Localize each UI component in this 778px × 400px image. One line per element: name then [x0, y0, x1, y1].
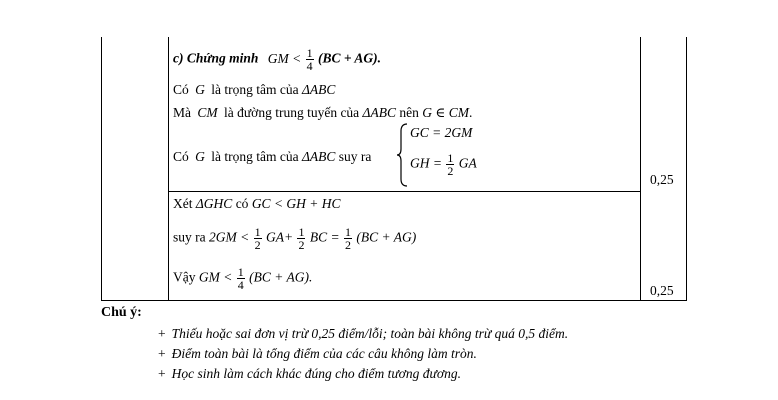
heading-math-lhs: GM < [267, 50, 302, 66]
heading-math-rhs: (BC + AG). [317, 50, 382, 66]
note-item-3: + Học sinh làm cách khác đúng cho điểm tương đương. [158, 366, 461, 381]
score-section1: 0,25 [650, 172, 674, 187]
notes-title: Chú ý: [101, 305, 142, 320]
heading-label: c) Chứng minh [173, 50, 259, 66]
section2-line3: Vậy GM < $\frac{1}{4}$ (BC + AG). [173, 265, 313, 292]
score-section2: 0,25 [650, 283, 674, 298]
section1-heading [173, 47, 381, 72]
note-item-1: + Thiếu hoặc sai đơn vị trừ 0,25 điểm/lỗi; toàn bài không trừ quá 0,5 điểm. [158, 326, 569, 341]
table-left-border [101, 37, 102, 301]
table-col-divider-right [640, 37, 641, 301]
table-bottom-border [101, 300, 687, 301]
section1-line2: Mà CM là đường trung tuyến của ΔABC nên G ∈ CM. [173, 105, 473, 120]
table-col-divider-left [168, 37, 169, 301]
section2-line1: Xét ΔGHC có GC < GH + HC [173, 196, 341, 211]
section2-line2: suy ra 2GM < $\frac{1}{2}$ GA+ $\frac{1}{2}$ BC = $\frac{1}{2}$ (BC + AG) [173, 225, 417, 252]
system-eq2: GH = $\frac{1}{2}$ GA [410, 151, 477, 178]
row-divider [168, 191, 640, 192]
section1-line1: Có G là trọng tâm của ΔABC [173, 82, 336, 97]
section1-line3: Có G là trọng tâm của ΔABC suy ra [173, 149, 372, 164]
note-item-2: + Điểm toàn bài là tổng điểm của các câu không làm tròn. [158, 346, 477, 361]
system-brace [396, 123, 408, 187]
heading-fraction: $\frac{1}{4}$ [306, 46, 313, 73]
system-eq1: GC = 2GM [410, 125, 473, 140]
table-right-border [686, 37, 687, 301]
